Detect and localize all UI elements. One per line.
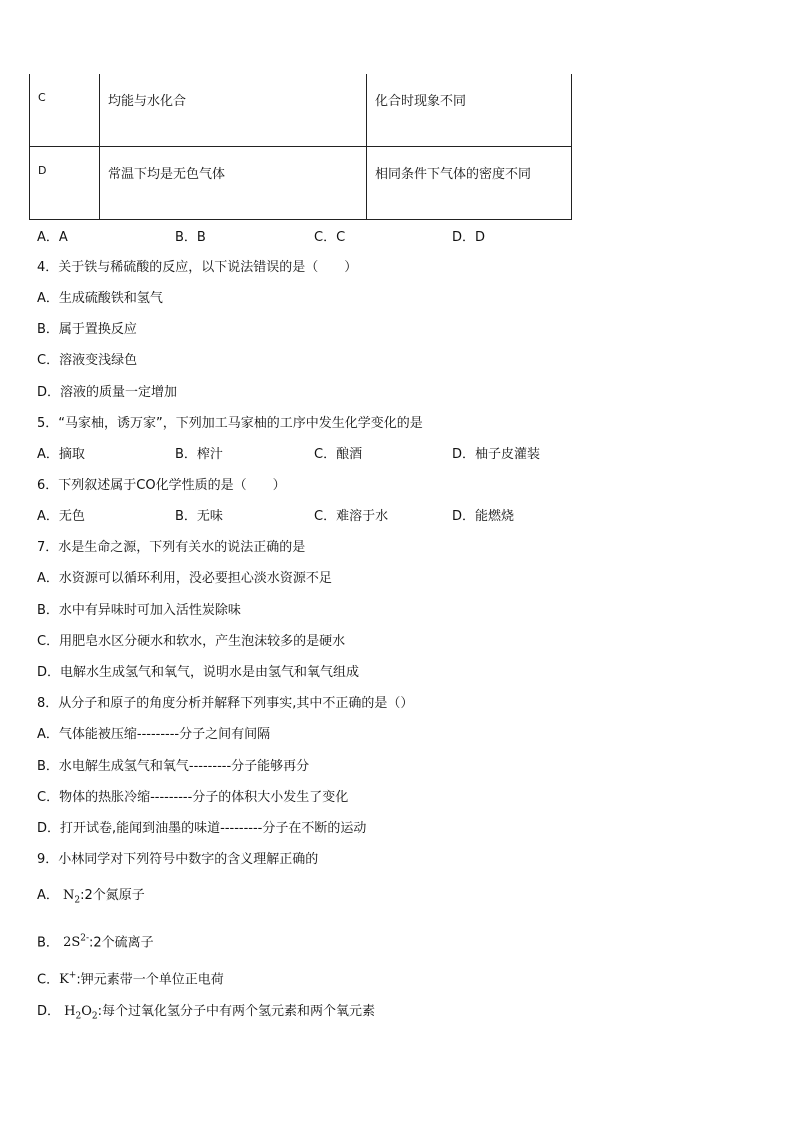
- formula-superscript: +: [68, 971, 77, 981]
- q5-option-b: B．榨汁: [175, 447, 223, 462]
- chem-formula: [59, 972, 76, 987]
- q3-option-d: D．D: [452, 230, 486, 245]
- option-label: B．: [37, 935, 59, 951]
- formula-superscript: 2-: [80, 934, 90, 944]
- chem-formula: [63, 888, 81, 906]
- table-cell-mid: 均能与水化合: [100, 74, 367, 147]
- q4-option-c: C．溶液变浅绿色: [37, 353, 138, 368]
- q6-option-b: B．无味: [175, 509, 223, 524]
- formula-subscript: 2: [74, 895, 81, 906]
- q9-option-a: [37, 887, 145, 910]
- formula-subscript: 2: [91, 1011, 98, 1022]
- q9-option-b: [37, 930, 154, 952]
- q4-option-b: B．属于置换反应: [37, 322, 137, 337]
- answer-table: [29, 74, 572, 220]
- option-label: D．: [37, 1004, 61, 1019]
- formula-subscript: 2: [75, 1011, 82, 1022]
- table-cell-mid: 常温下均是无色气体: [100, 147, 367, 220]
- table-row: [30, 147, 572, 220]
- q5-option-c: C．酿酒: [314, 447, 363, 462]
- q8-stem: 8．从分子和原子的角度分析并解释下列事实,其中不正确的是（）: [37, 696, 414, 711]
- chem-formula: [64, 1004, 98, 1022]
- option-text: :钾元素带一个单位正电荷: [76, 972, 224, 988]
- q7-option-a: A．水资源可以循环利用，没必要担心淡水资源不足: [37, 571, 332, 586]
- option-label: C．: [37, 972, 60, 988]
- q7-option-c: C．用肥皂水区分硬水和软水，产生泡沫较多的是硬水: [37, 634, 346, 649]
- q6-option-a: A．无色: [37, 509, 85, 524]
- q9-option-d: [37, 1003, 375, 1026]
- option-text: :每个过氧化氢分子中有两个氢元素和两个氧元素: [97, 1004, 376, 1019]
- table-row: [30, 74, 572, 147]
- q9-stem: 9．小林同学对下列符号中数字的含义理解正确的: [37, 852, 319, 867]
- q6-stem: 6．下列叙述属于CO化学性质的是（ ）: [37, 478, 286, 493]
- chem-formula: [63, 935, 89, 950]
- q4-option-a: A．生成硫酸铁和氢气: [37, 291, 163, 306]
- q5-option-d: D．柚子皮灌装: [452, 447, 541, 462]
- q4-stem: 4．关于铁与稀硫酸的反应，以下说法错误的是（ ）: [37, 260, 358, 275]
- formula-symbol: 2S: [63, 935, 81, 951]
- table-cell-key: D: [30, 147, 100, 220]
- q7-option-d: D．电解水生成氢气和氧气，说明水是由氢气和氧气组成: [37, 665, 360, 680]
- q3-option-c: C．C: [314, 230, 346, 245]
- q8-option-c: C．物体的热胀冷缩---------分子的体积大小发生了变化: [37, 790, 349, 805]
- q3-option-b: B．B: [175, 230, 206, 245]
- q8-option-d: D．打开试卷,能闻到油墨的味道---------分子在不断的运动: [37, 821, 367, 836]
- q6-option-d: D．能燃烧: [452, 509, 515, 524]
- q6-option-c: C．难溶于水: [314, 509, 389, 524]
- formula-symbol: N: [63, 888, 75, 903]
- option-text: :2个硫离子: [89, 935, 154, 951]
- q8-option-a: A．气体能被压缩---------分子之间有间隔: [37, 727, 271, 742]
- formula-symbol: O: [81, 1004, 92, 1019]
- table-cell-right: 化合时现象不同: [367, 74, 572, 147]
- q5-option-a: A．摘取: [37, 447, 85, 462]
- table-cell-key: C: [30, 74, 100, 147]
- option-text: :2个氮原子: [80, 888, 145, 903]
- formula-symbol: K: [59, 972, 69, 988]
- q8-option-b: B．水电解生成氢气和氧气---------分子能够再分: [37, 759, 310, 774]
- formula-symbol: H: [64, 1004, 76, 1019]
- q3-option-a: A．A: [37, 230, 68, 245]
- q7-option-b: B．水中有异味时可加入活性炭除味: [37, 603, 241, 618]
- table-cell-right: 相同条件下气体的密度不同: [367, 147, 572, 220]
- q7-stem: 7．水是生命之源，下列有关水的说法正确的是: [37, 540, 306, 555]
- q4-option-d: D．溶液的质量一定增加: [37, 385, 178, 400]
- option-label: A．: [37, 888, 59, 903]
- q9-option-c: [37, 967, 224, 989]
- q5-stem: 5．“马家柚，诱万家”，下列加工马家柚的工序中发生化学变化的是: [37, 416, 423, 431]
